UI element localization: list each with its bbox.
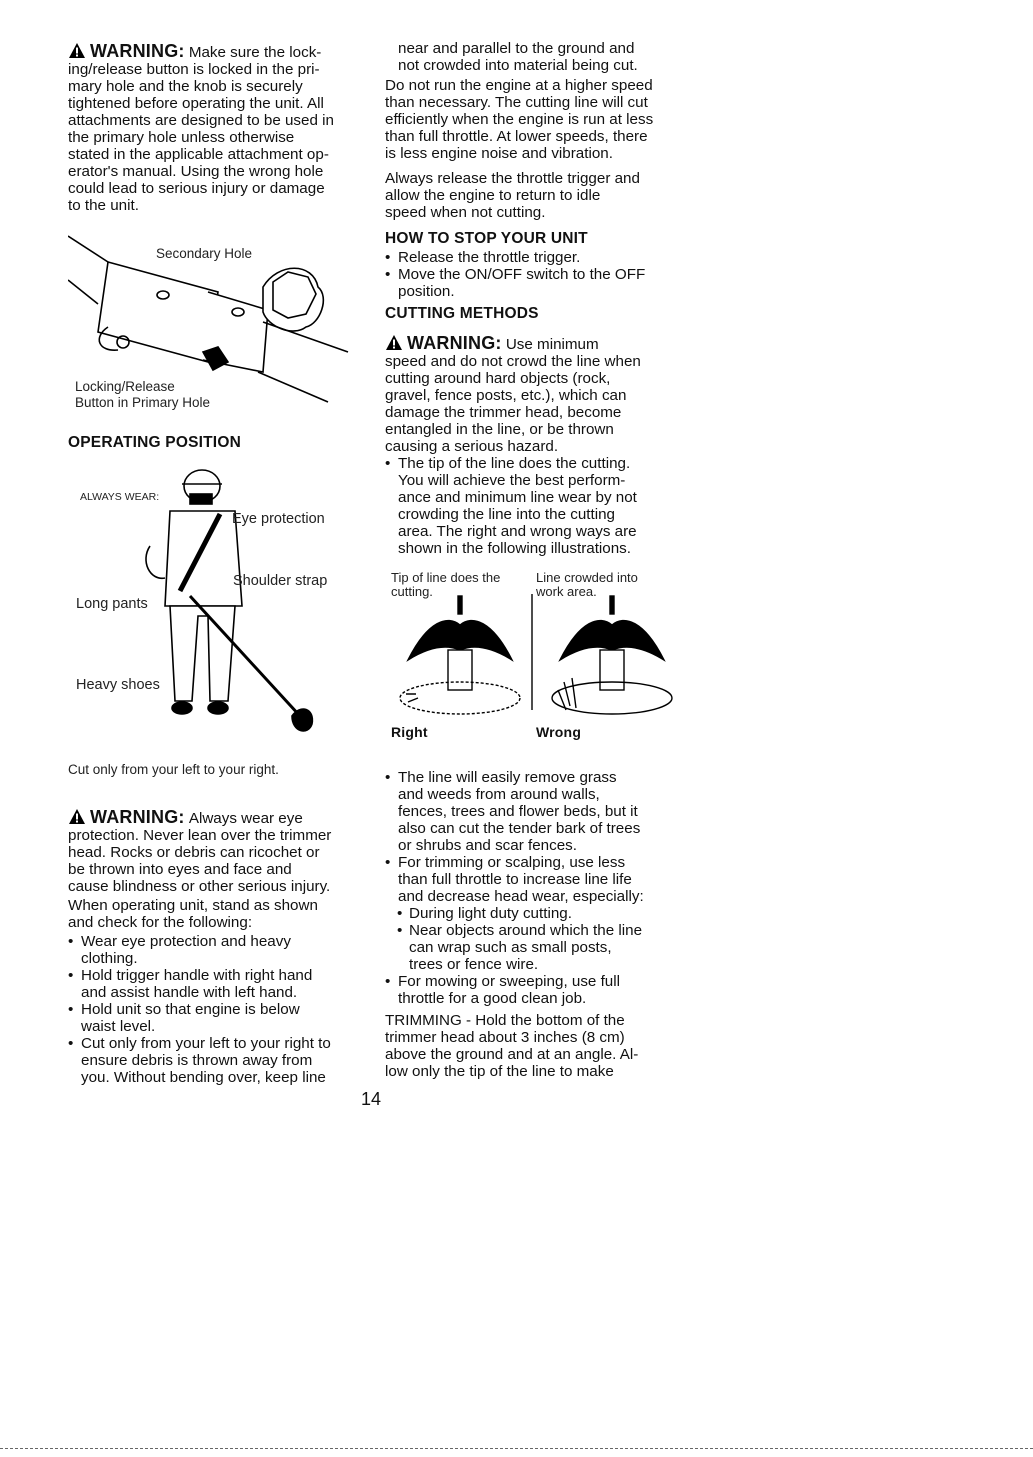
operating-position-heading: OPERATING POSITION — [68, 434, 241, 451]
text-line: ing/release button is locked in the pri- — [68, 61, 320, 78]
bullet-line: crowding the line into the cutting — [398, 506, 615, 523]
text-line: than full throttle. At lower speeds, there — [385, 128, 648, 145]
right-way-label: Right — [391, 724, 428, 740]
warning-3-lead: WARNING: Use minimum — [385, 334, 695, 353]
stop-unit-steps — [385, 249, 695, 300]
bullet-line: and assist handle with left hand. — [81, 984, 298, 1001]
bullet-line: • Near objects around which the line — [409, 922, 643, 939]
text-line: and check for the following: — [68, 914, 253, 931]
text-line: trimmer head about 3 inches (8 cm) — [385, 1029, 625, 1046]
text-line: attachments are designed to be used in — [68, 112, 334, 129]
text-line: tightened before operating the unit. All — [68, 95, 324, 112]
text-line: stated in the applicable attachment op- — [68, 146, 329, 163]
bottom-rule — [0, 1448, 1033, 1449]
bullet-line: shown in the following illustrations. — [398, 540, 631, 557]
text-line: When operating unit, stand as shown — [68, 897, 318, 914]
warning-1-text — [68, 61, 368, 214]
bullet-line: waist level. — [81, 1018, 156, 1035]
text-line: near and parallel to the ground and — [398, 40, 635, 57]
text-line: head. Rocks or debris can ricochet or — [68, 844, 320, 861]
bullet-line: • Wear eye protection and heavy — [81, 933, 291, 950]
line-crowded-label: Line crowded into work area. — [536, 570, 638, 599]
bullet-line: or shrubs and scar fences. — [398, 837, 577, 854]
checklist-item — [68, 1035, 368, 1086]
bullet-line: • For trimming or scalping, use less — [398, 854, 626, 871]
text-line: the primary hole unless otherwise — [68, 129, 295, 146]
eye-protection-label: Eye protection — [232, 511, 325, 527]
tip-bullet — [385, 455, 695, 557]
warning-triangle-icon — [68, 808, 86, 825]
text-line: than necessary. The cutting line will cut — [385, 94, 648, 111]
bullet-line: You will achieve the best perform- — [398, 472, 626, 489]
text-line: to the unit. — [68, 197, 139, 214]
throttle-release-paragraph — [385, 170, 695, 221]
tip-cutting-bullet — [385, 455, 695, 557]
bullet-line: and weeds from around walls, — [398, 786, 600, 803]
text-line: is less engine noise and vibration. — [385, 145, 613, 162]
bullet-line: and decrease head wear, especially: — [398, 888, 644, 905]
operating-intro — [68, 897, 368, 1086]
bullet-line: also can cut the tender bark of trees — [398, 820, 641, 837]
warning-triangle-icon — [385, 334, 403, 351]
text-line: protection. Never lean over the trimmer — [68, 827, 332, 844]
bullet-line: • Release the throttle trigger. — [398, 249, 581, 266]
text-line: mary hole and the knob is securely — [68, 78, 303, 95]
bullet-line: • During light duty cutting. — [409, 905, 572, 922]
text-line: damage the trimmer head, become — [385, 404, 622, 421]
engine-speed-paragraph — [385, 77, 695, 162]
cutting-tip-bullet — [385, 973, 695, 1007]
bullet-line: • For mowing or sweeping, use full — [398, 973, 621, 990]
text-line: TRIMMING - Hold the bottom of the — [385, 1012, 625, 1029]
bullet-line: ance and minimum line wear by not — [398, 489, 637, 506]
trimmer-head-illustration — [388, 590, 688, 720]
right-wrong-figure — [388, 590, 688, 720]
cutting-sub-bullet — [385, 905, 695, 922]
cutting-tip-bullet — [385, 854, 695, 905]
warning-triangle-icon — [68, 42, 86, 59]
warning-2-lead: WARNING: Always wear eye — [68, 808, 368, 827]
cutting-sub-bullet — [385, 922, 695, 973]
locking-release-label: Locking/Release — [75, 379, 175, 394]
bullet-line: throttle for a good clean job. — [398, 990, 587, 1007]
warning-label: WARNING: — [90, 807, 185, 827]
operating-checklist — [68, 933, 368, 1086]
cutting-tips — [385, 769, 695, 1080]
long-pants-label: Long pants — [76, 596, 148, 612]
bullet-line: you. Without bending over, keep line — [81, 1069, 326, 1086]
bullet-line: clothing. — [81, 950, 138, 967]
warning-2-text — [68, 827, 368, 895]
heavy-shoes-label: Heavy shoes — [76, 677, 160, 693]
text-line: allow the engine to return to idle — [385, 187, 601, 204]
stop-step — [385, 249, 695, 266]
bullet-line: position. — [398, 283, 455, 300]
bullet-line: • Cut only from your left to your right to — [81, 1035, 331, 1052]
bullet-line: • The tip of the line does the cutting. — [398, 455, 631, 472]
text-line: entangled in the line, or be thrown — [385, 421, 614, 438]
bullet-line: trees or fence wire. — [409, 956, 539, 973]
bullet-line: • Hold unit so that engine is below — [81, 1001, 300, 1018]
tip-of-line-label: Tip of line does the cutting. — [391, 570, 501, 599]
trimming-paragraph — [385, 1012, 695, 1080]
always-wear-label: ALWAYS WEAR: — [80, 491, 160, 503]
text-line: causing a serious hazard. — [385, 438, 559, 455]
warning-block-2 — [68, 808, 368, 895]
bullet-line: • Hold trigger handle with right hand — [81, 967, 313, 984]
button-primary-hole-label: Button in Primary Hole — [75, 395, 211, 410]
text-line: Do not run the engine at a higher speed — [385, 77, 653, 94]
checklist-item — [68, 933, 368, 967]
warning-label: WARNING: — [407, 333, 502, 353]
text-line: not crowded into material being cut. — [398, 57, 638, 74]
checklist-item — [68, 1001, 368, 1035]
stop-unit-heading: HOW TO STOP YOUR UNIT — [385, 230, 588, 247]
right-column-top — [385, 40, 695, 221]
text-line: efficiently when the engine is run at less — [385, 111, 654, 128]
cutting-tip-bullet — [385, 769, 695, 854]
text-line: be thrown into eyes and face and — [68, 861, 292, 878]
wrong-way-label: Wrong — [536, 724, 582, 740]
bullet-line: fences, trees and flower beds, but it — [398, 803, 638, 820]
warning-block-1 — [68, 42, 368, 214]
bullet-line: than full throttle to increase line life — [398, 871, 632, 888]
checklist-item — [68, 967, 368, 1001]
text-line: cutting around hard objects (rock, — [385, 370, 611, 387]
cutting-methods-heading: CUTTING METHODS — [385, 305, 539, 322]
text-line: above the ground and at an angle. Al- — [385, 1046, 639, 1063]
text-line: speed and do not crowd the line when — [385, 353, 641, 370]
bullet-line: ensure debris is thrown away from — [81, 1052, 313, 1069]
bullet-line: • The line will easily remove grass — [398, 769, 617, 786]
bullet-line: • Move the ON/OFF switch to the OFF — [398, 266, 646, 283]
warning-1-lead: WARNING: Make sure the lock- — [68, 42, 368, 61]
warning-3-text — [385, 353, 695, 455]
text-line: low only the tip of the line to make — [385, 1063, 614, 1080]
warning-label: WARNING: — [90, 41, 185, 61]
text-line: erator's manual. Using the wrong hole — [68, 163, 324, 180]
cut-direction-caption: Cut only from your left to your right. — [68, 762, 279, 777]
text-line: speed when not cutting. — [385, 204, 546, 221]
text-line: could lead to serious injury or damage — [68, 180, 325, 197]
text-line: Always release the throttle trigger and — [385, 170, 640, 187]
secondary-hole-label: Secondary Hole — [156, 246, 253, 261]
text-line: cause blindness or other serious injury. — [68, 878, 331, 895]
page-number: 14 — [361, 1089, 382, 1109]
shoulder-strap-label: Shoulder strap — [233, 573, 328, 589]
bullet-line: can wrap such as small posts, — [409, 939, 612, 956]
continued-text — [385, 40, 695, 74]
bullet-line: area. The right and wrong ways are — [398, 523, 637, 540]
stop-step — [385, 266, 695, 300]
warning-block-3 — [385, 334, 695, 557]
text-line: gravel, fence posts, etc.), which can — [385, 387, 627, 404]
